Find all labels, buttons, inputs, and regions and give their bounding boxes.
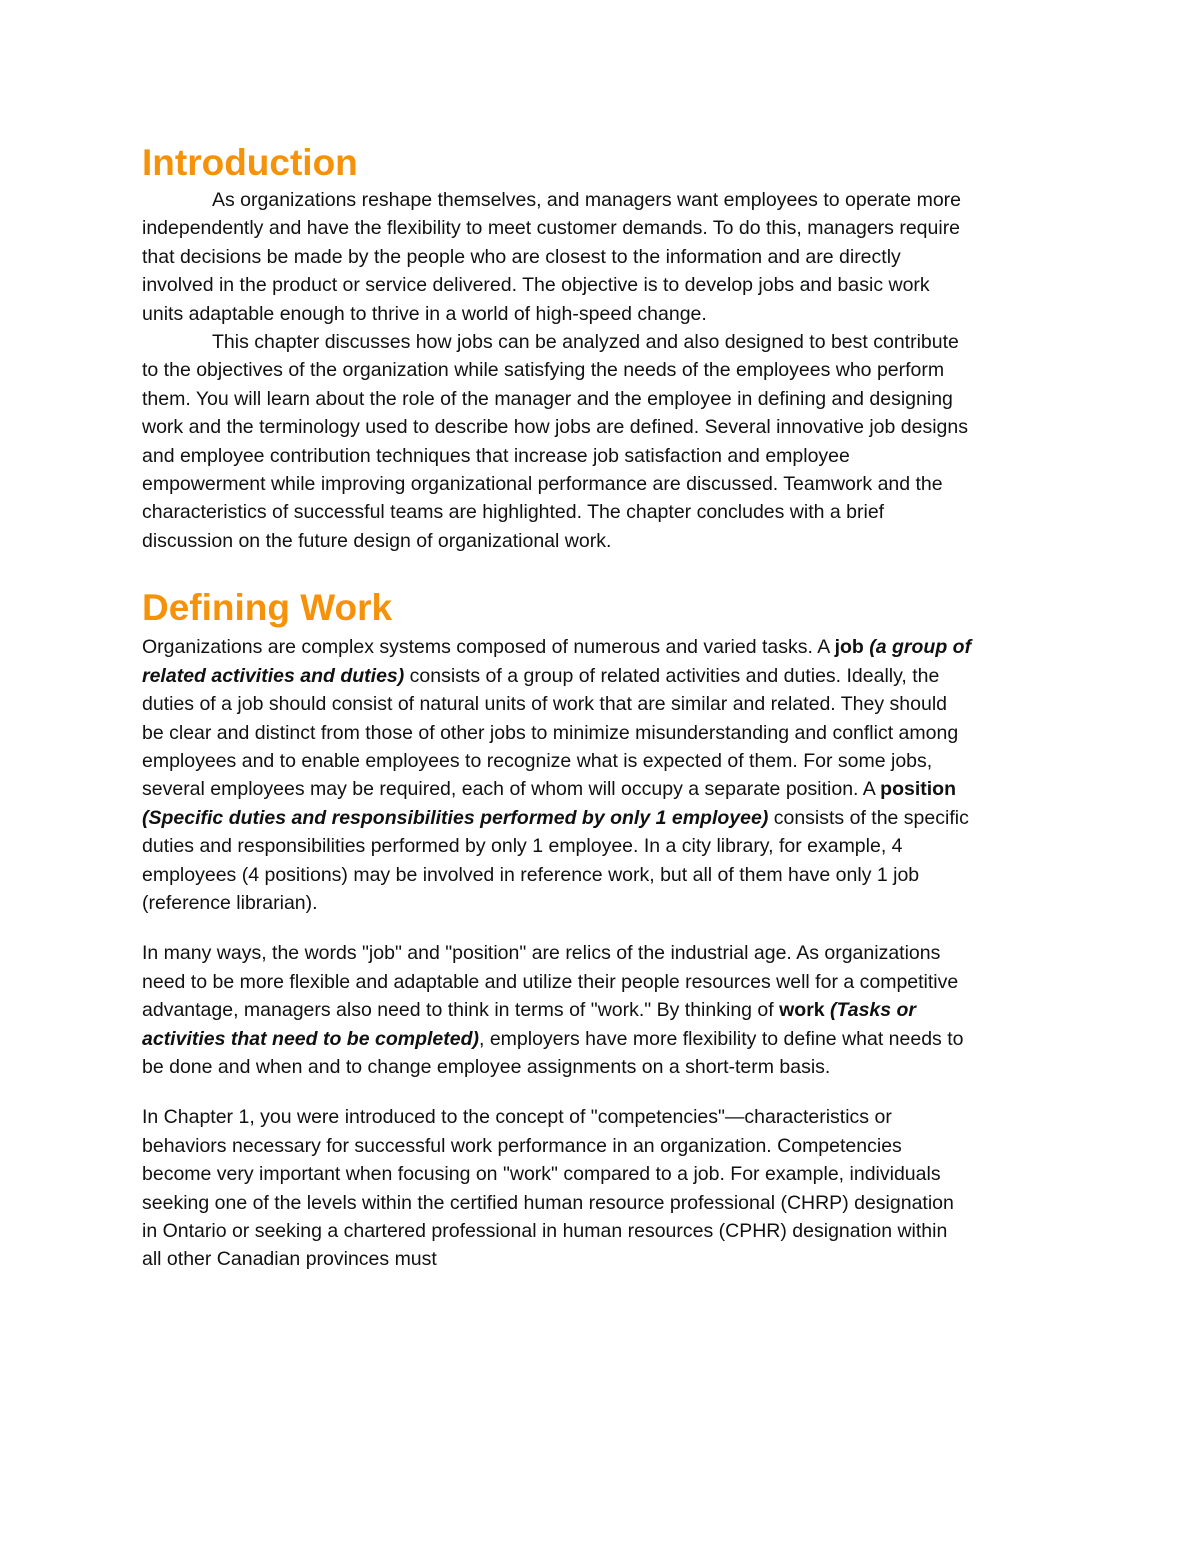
heading-introduction: Introduction — [142, 142, 358, 183]
definition-job: (a group of related activities and duties) — [142, 636, 972, 687]
defining-p2-text-b: , employers have more flexibility to define what needs to be done and when and to change employee assignments on a short-term basis. — [142, 1027, 964, 1078]
intro-paragraph-1: As organizations reshape themselves, and managers want employees to operate more independently and have the flexibility to meet customer demands. To do this, managers require that decisions be made by the people who are closest to the information and are directly involved in the product or service delivered. The objective is to develop jobs and basic work units adaptable enough to thrive in a world of high-speed change. — [142, 189, 961, 325]
defining-paragraph-3: In Chapter 1, you were introduced to the concept of "competencies"—characteristics or behaviors necessary for successful work performance in an organization. Competencies become very important when focusing on "work" compared to a job. For example, individuals seeking one of the levels within the certified human resource professional (CHRP) designation in Ontario or seeking a chartered professional in human resources (CPHR) designation within all other Canadian provinces must — [142, 1106, 954, 1271]
term-work: work — [779, 999, 825, 1022]
defining-p2-text-a: In many ways, the words "job" and "position" are relics of the industrial age. As organizations need to be more flexible and adaptable and utilize their people resources well for a competitive advantage, managers also need to think in terms of "work." By thinking of — [142, 942, 959, 1022]
term-job: job — [834, 636, 864, 659]
document-body — [142, 140, 972, 1274]
intro-paragraph-2: This chapter discusses how jobs can be analyzed and also designed to best contribute to the objectives of the organization while satisfying the needs of the employees who perform them. You will learn about the role of the manager and the employee in defining and designing work and the terminology used to describe how jobs are defined. Several innovative job designs and employee contribution techniques that increase job satisfaction and employee empowerment while improving organizational performance are discussed. Teamwork and the characteristics of successful teams are highlighted. The chapter concludes with a brief discussion on the future design of organizational work. — [142, 331, 968, 552]
defining-p1-text-c: consists of the specific duties and responsibilities performed by only 1 employee. In a city library, for example, 4 employees (4 positions) may be involved in reference work, but all of them have only 1 job (reference librarian). — [142, 806, 969, 914]
defining-paragraph-1 — [142, 633, 972, 917]
definition-position: (Specific duties and responsibilities performed by only 1 employee) — [142, 806, 769, 829]
defining-p1-text-a: Organizations are complex systems composed of numerous and varied tasks. A — [142, 636, 835, 659]
heading-defining-work: Defining Work — [142, 587, 393, 629]
definition-work: (Tasks or activities that need to be completed) — [142, 999, 917, 1050]
defining-p1-text-b: consists of a group of related activities and duties. Ideally, the duties of a job should consist of natural units of work that are similar and related. They should be clear and distinct from those of other jobs to minimize misunderstanding and conflict among employees and to enable employees to recognize what is expected of them. For some jobs, several employees may be required, each of whom will occupy a separate position. A — [142, 664, 959, 801]
term-position: position — [880, 778, 956, 801]
defining-paragraph-2 — [142, 939, 972, 1081]
